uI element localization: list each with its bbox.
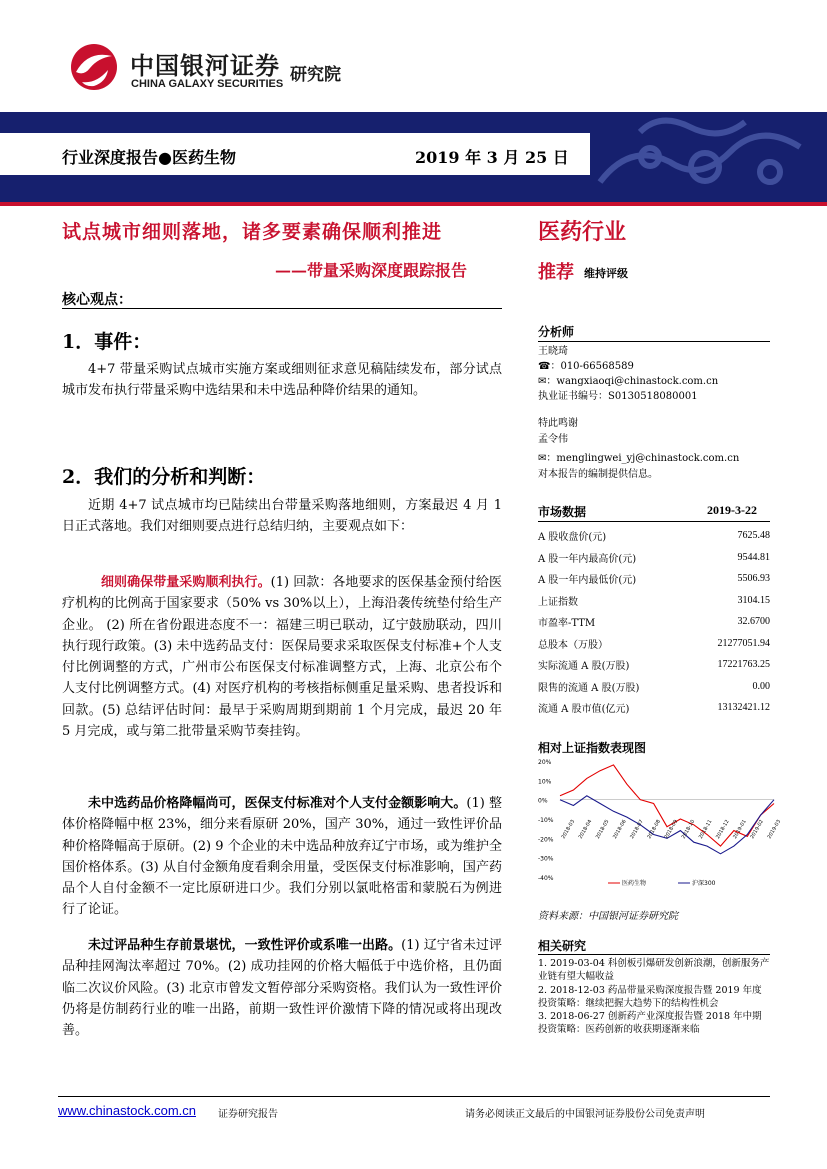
- analyst-email[interactable]: ✉：wangxiaoqi@chinastock.com.cn: [538, 376, 719, 387]
- core-divider: [62, 308, 502, 309]
- report-type: 行业深度报告●医药生物: [62, 148, 236, 167]
- point-1-lead: 细则确保带量采购顺利执行。: [101, 575, 271, 590]
- y-tick-label: -20%: [538, 836, 554, 844]
- x-tick-label: 2018-07: [629, 818, 645, 840]
- section-2-paragraph: 近期 4+7 试点城市均已陆续出台带量采购落地细则，方案最迟 4 月 1 日正式落地。我们对细则要点进行总结归纳，主要观点如下：: [62, 498, 502, 535]
- core-label: 核心观点：: [62, 292, 132, 308]
- market-row: [538, 654, 770, 676]
- institute-label: 研究院: [290, 65, 341, 85]
- market-row-value: 7625.48: [737, 530, 770, 542]
- market-row-label: A 股一年内最低价(元): [538, 575, 637, 587]
- related-divider: [538, 954, 770, 955]
- report-title: 试点城市细则落地，诸多要素确保顺利推进: [62, 221, 443, 243]
- y-tick-label: 0%: [538, 797, 548, 805]
- logo-mark-icon: [68, 42, 120, 92]
- footer-left-text: 证券研究报告: [218, 1109, 278, 1120]
- chart-title: 相对上证指数表现图: [538, 741, 647, 755]
- market-row-label: A 股收盘价(元): [538, 532, 607, 544]
- x-tick-label: 2018-10: [680, 818, 697, 840]
- section-2-heading: 2．我们的分析和判断：: [62, 466, 266, 488]
- point-2-lead: 未中选药品价格降幅尚可，医保支付标准对个人支付金额影响大。: [88, 796, 467, 811]
- analyst-phone: ☎：010-66568589: [538, 361, 634, 372]
- analyst-label: 分析师: [538, 325, 575, 339]
- footer-divider: [58, 1096, 770, 1097]
- x-tick-label: 2018-12: [715, 818, 731, 840]
- x-tick-label: 2018-06: [612, 818, 628, 840]
- report-subtitle: ——带量采购深度跟踪报告: [275, 261, 468, 280]
- market-row: [538, 697, 770, 719]
- market-date: 2019-3-22: [707, 503, 757, 517]
- report-date: 2019 年 3 月 25 日: [415, 148, 569, 167]
- market-data-table: [538, 525, 770, 719]
- x-tick-label: 2018-05: [594, 818, 611, 840]
- market-row: [538, 611, 770, 633]
- market-row: [538, 590, 770, 612]
- market-row-value: 17221763.25: [717, 659, 770, 671]
- market-row-label: 市盈率-TTM: [538, 618, 596, 630]
- related-item[interactable]: 2. 2018-12-03 药品带量采购深度报告暨 2019 年度投资策略：继续把握大趋势下的结构性机会: [538, 984, 762, 1009]
- point-1: [62, 572, 502, 742]
- market-row-value: 13132421.12: [717, 702, 770, 714]
- x-tick-label: 2019-01: [732, 818, 748, 840]
- market-row-value: 0.00: [752, 680, 770, 692]
- section-1-heading: 1．事件：: [62, 331, 152, 353]
- market-row: [538, 633, 770, 655]
- relative-performance-chart: [538, 757, 783, 887]
- market-row-value: 32.6700: [737, 616, 770, 628]
- point-1-body: (1) 回款：各地要求的医保基金预付给医疗机构的比例高于国家要求（50% vs 30%以上），上海沿袭传统垫付给生产企业。 (2) 所在省份跟进态度不一：福建三明已联动，辽宁鼓励联动，四川执行现行政策。(3) 未中选药品支付：医保局要求采取医保支付标准+个人支付比例调整的方式，广州市公布医保支付标准调整方式，上海、北京公布个人支付比例调整方式。(4) 对医疗机构的考核指标侧重足量采购、患者投诉和回款。(5) 总结评估时间：最早于采购周期到期前 1 个月完成，最迟 20 年 5 月完成，或与第二批带量采购节奏挂钩。: [62, 575, 502, 740]
- x-tick-label: 2018-04: [577, 818, 594, 840]
- x-tick-label: 2019-02: [749, 818, 766, 840]
- analyst-name: 王晓琦: [538, 346, 568, 357]
- analyst-cert: 执业证书编号：S0130518080001: [538, 391, 698, 402]
- market-row: [538, 676, 770, 698]
- related-label: 相关研究: [538, 939, 587, 953]
- y-tick-label: 10%: [538, 778, 552, 786]
- related-list: [538, 957, 770, 1037]
- rating-note: 维持评级: [584, 267, 628, 280]
- point-3-body: (1) 辽宁省未过评品种挂网淘汰率超过 70%。(2) 成功挂网的价格大幅低于中选价格，且仍面临二次议价风险。(3) 北京市曾发文暂停部分采购资格。我们认为一致性评价仍将是仿制药行业的唯一出路，前期一致性评价激情下降的情况或将出现改善。: [62, 938, 502, 1039]
- x-tick-label: 2018-09: [663, 818, 680, 840]
- logo-chinese: 中国银河证券: [130, 52, 280, 80]
- market-row: [538, 568, 770, 590]
- chart-source: 资料来源：中国银河证券研究院: [538, 911, 678, 922]
- thanks-email[interactable]: ✉：menglingwei_yj@chinastock.com.cn: [538, 453, 740, 464]
- y-tick-label: -10%: [538, 817, 554, 824]
- x-tick-label: 2019-03: [766, 818, 783, 840]
- y-tick-label: 20%: [538, 759, 552, 766]
- point-3: [62, 935, 502, 1041]
- market-row: [538, 525, 770, 547]
- x-tick-label: 2018-08: [646, 818, 663, 840]
- market-row: [538, 547, 770, 569]
- market-row-label: 上证指数: [538, 596, 578, 608]
- analyst-divider: [538, 341, 770, 342]
- related-item[interactable]: 1. 2019-03-04 科创板引爆研发创新浪潮，创新服务产业链有望大幅收益: [538, 958, 770, 983]
- market-divider: [538, 521, 770, 522]
- industry-name: 医药行业: [538, 219, 627, 245]
- point-3-lead: 未过评品种生存前景堪忧，一致性评价或系唯一出路。: [88, 938, 402, 953]
- point-2-body: (1) 整体价格降幅中枢 23%，细分来看原研 20%，国产 30%，通过一致性评价品种价格降幅高于原研。(2) 9 个企业的未中选品种放弃辽宁市场，或为维护全国价格体系。(3) 从自付金额角度看剩余用量，受医保支付标准影响，国产药品个人自付金额不一定比原研进口少。我们分别以氯吡格雷和蒙脱石为例进行了论证。: [62, 796, 502, 918]
- header-divider: [0, 202, 827, 206]
- section-1-paragraph: 4+7 带量采购试点城市实施方案或细则征求意见稿陆续发布，部分试点城市发布执行带量采购中选结果和未中选品种降价结果的通知。: [62, 362, 502, 399]
- footer-website-link[interactable]: www.chinastock.com.cn: [58, 1103, 196, 1118]
- point-2: [62, 793, 502, 921]
- related-item[interactable]: 3. 2018-06-27 创新药产业深度报告暨 2018 年中期投资策略：医药创新的收获期逐渐来临: [538, 1011, 762, 1036]
- market-row-label: 流通 A 股市值(亿元): [538, 704, 630, 716]
- market-row-value: 21277051.94: [717, 637, 770, 649]
- y-tick-label: -40%: [538, 875, 554, 882]
- market-row-label: A 股一年内最高价(元): [538, 553, 637, 565]
- rating: 推荐: [538, 262, 574, 283]
- logo-english: CHINA GALAXY SECURITIES: [131, 78, 284, 90]
- market-row-value: 9544.81: [737, 551, 770, 563]
- y-tick-label: -30%: [538, 855, 554, 863]
- thanks-label: 特此鸣谢: [538, 418, 578, 429]
- x-tick-label: 2018-03: [560, 818, 577, 840]
- market-label: 市场数据: [538, 505, 587, 519]
- thanks-name: 孟令伟: [538, 434, 568, 445]
- legend-label: 沪深300: [692, 880, 716, 887]
- market-row-value: 3104.15: [737, 594, 770, 606]
- market-row-value: 5506.93: [737, 573, 770, 585]
- legend-label: 医药生物: [622, 880, 647, 887]
- market-row-label: 限售的流通 A 股(万股): [538, 682, 640, 694]
- market-row-label: 实际流通 A 股(万股): [538, 661, 630, 673]
- market-row-label: 总股本（万股）: [538, 639, 608, 651]
- x-tick-label: 2018-11: [697, 818, 714, 840]
- footer-disclaimer: 请务必阅读正文最后的中国银河证券股份公司免责声明: [465, 1109, 705, 1120]
- thanks-note: 对本报告的编制提供信息。: [538, 469, 658, 480]
